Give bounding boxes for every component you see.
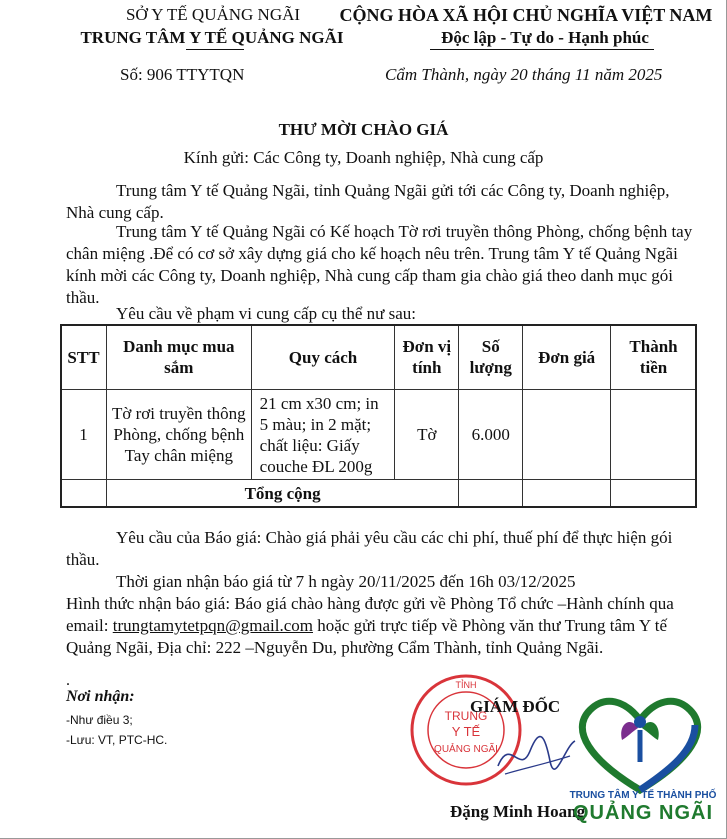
paragraph-submission — [66, 593, 696, 659]
cell-spec: 21 cm x30 cm; in 5 màu; in 2 mặt; chất liệu: Giấy couche ĐL 200g — [251, 390, 395, 480]
document-date: Cẩm Thành, ngày 20 tháng 11 năm 2025 — [385, 65, 663, 84]
recipient-item: -Lưu: VT, PTC-HC. — [66, 733, 168, 747]
country-name: CỘNG HÒA XÃ HỘI CHỦ NGHĨA VIỆT NAM — [339, 5, 713, 25]
cell-empty — [523, 480, 611, 508]
document-number: Số: 906 TTYTQN — [120, 65, 245, 84]
submission-text: Hình thức nhận báo giá: Báo giá chào hàng được gửi về Phòng Tổ chức –Hành chính qua email: — [66, 594, 674, 635]
header-qty: Số lượng — [459, 325, 523, 390]
header-spec: Quy cách — [251, 325, 395, 390]
recipients-title: Nơi nhận: — [66, 688, 135, 705]
center-name: TRUNG TÂM Y TẾ QUẢNG NGÃI — [80, 28, 344, 47]
center-underline — [186, 49, 244, 50]
cell-unit: Tờ — [395, 390, 459, 480]
ministry-name: SỞ Y TẾ QUẢNG NGÃI — [125, 5, 301, 24]
cell-qty: 6.000 — [459, 390, 523, 480]
stray-dot: . — [66, 672, 70, 689]
table-row — [61, 390, 697, 480]
header-stt: STT — [61, 325, 107, 390]
cell-empty — [459, 480, 523, 508]
logo-caption-top: TRUNG TÂM Y TẾ THÀNH PHỐ — [569, 790, 717, 801]
submission-text-end: hoặc gửi trực tiếp về Phòng văn thư Trung tâm Y tế Quảng Ngãi, Địa chỉ: 222 –Nguyễn Du, phường Cẩm Thành, tỉnh Quảng Ngãi. — [66, 616, 668, 657]
seal-line-2: Y TẾ — [451, 724, 481, 739]
cell-item: Tờ rơi truyền thông Phòng, chống bệnh Tay chân miệng — [106, 390, 251, 480]
motto-underline — [430, 49, 654, 50]
table-total-row — [61, 480, 697, 508]
paragraph-requirements: Yêu cầu của Báo giá: Chào giá phải yêu cầu các chi phí, thuế phí để thực hiện gói thầu. — [66, 528, 673, 569]
seal-line-1: TRUNG — [444, 709, 488, 723]
total-label: Tổng cộng — [106, 480, 458, 508]
paragraph-intro: Trung tâm Y tế Quảng Ngãi, tỉnh Quảng Ngãi gửi tới các Công ty, Doanh nghiệp, Nhà cung cấp. — [66, 181, 670, 222]
cell-stt: 1 — [61, 390, 107, 480]
paragraph-plan: Trung tâm Y tế Quảng Ngãi có Kế hoạch Tờ rơi truyền thông Phòng, chống bệnh tay chân miệng .Để có cơ sở xây dựng giá cho kế hoạch nêu trên. Trung tâm Y tế Quảng Ngãi kính mời các Công ty, Doanh nghiệp, Nhà cung cấp tham gia chào giá theo danh mục gói thầu. — [66, 222, 693, 307]
header-total: Thành tiền — [611, 325, 697, 390]
cell-empty — [611, 480, 697, 508]
header-price: Đơn giá — [523, 325, 611, 390]
seal-line-3: QUẢNG NGÃI — [434, 744, 498, 755]
quote-table — [60, 324, 697, 508]
paragraph-deadline: Thời gian nhận báo giá từ 7 h ngày 20/11/2025 đến 16h 03/12/2025 — [116, 572, 576, 591]
document-title: THƯ MỜI CHÀO GIÁ — [278, 120, 449, 139]
recipient-item: -Như điều 3; — [66, 713, 133, 727]
cell-price — [523, 390, 611, 480]
seal-top-text: TỈNH — [455, 680, 477, 690]
email-link[interactable]: trungtamytetpqn@gmail.com — [112, 616, 313, 635]
director-name: Đặng Minh Hoang — [450, 802, 586, 821]
cell-empty — [61, 480, 107, 508]
paragraph-scope: Yêu cầu về phạm vi cung cấp cụ thể nư sau: — [116, 304, 416, 323]
header-item: Danh mục mua sắm — [106, 325, 251, 390]
director-title: GIÁM ĐỐC — [470, 697, 561, 716]
table-header-row — [61, 325, 697, 390]
national-motto: Độc lập - Tự do - Hạnh phúc — [441, 28, 649, 47]
cell-total — [611, 390, 697, 480]
document-recipient: Kính gửi: Các Công ty, Doanh nghiệp, Nhà cung cấp — [183, 148, 544, 167]
header-unit: Đơn vị tính — [395, 325, 459, 390]
logo-caption-main: QUẢNG NGÃI — [573, 802, 713, 824]
logo-person-head-icon — [634, 716, 646, 728]
